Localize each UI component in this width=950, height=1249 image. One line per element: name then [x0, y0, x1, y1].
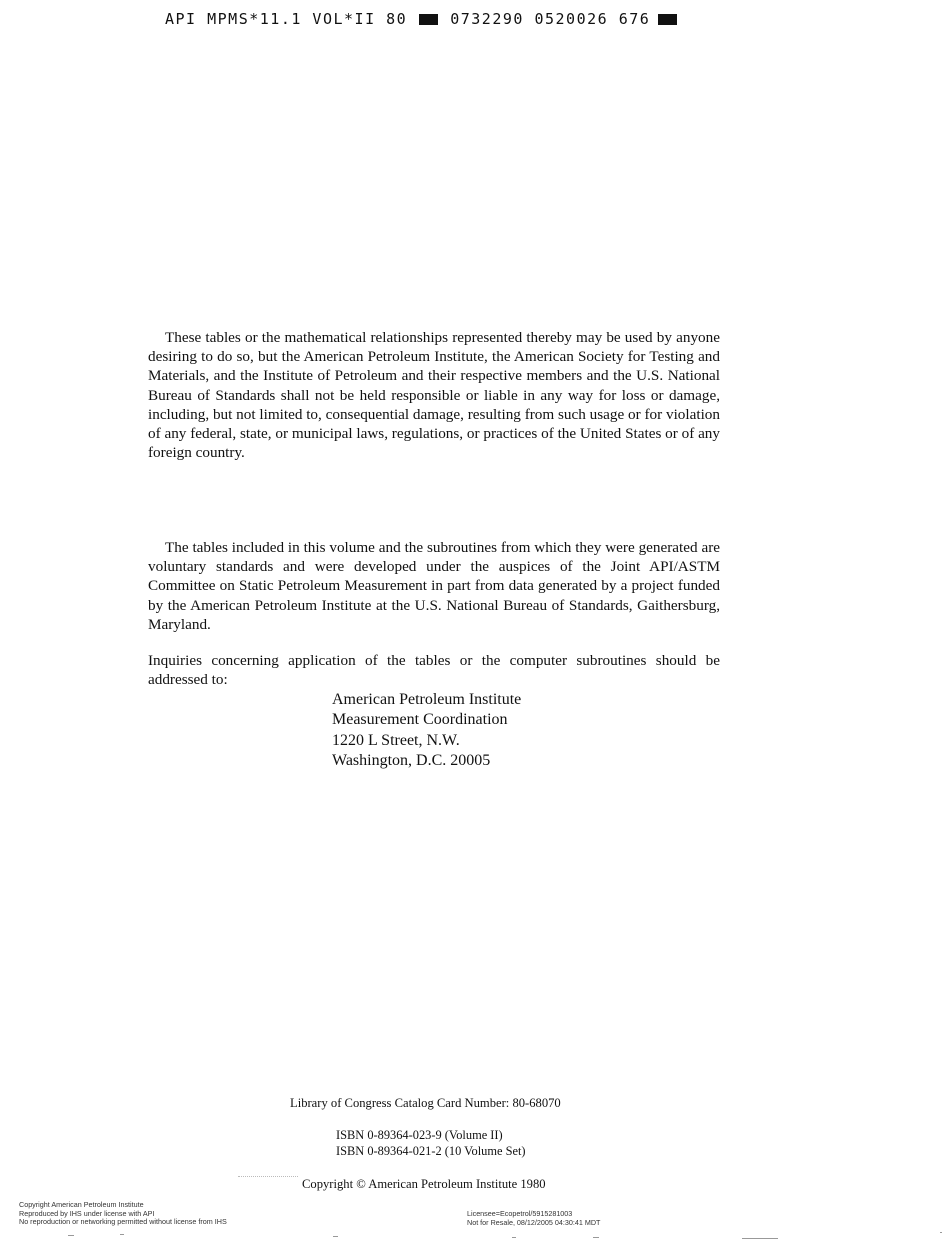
- scan-speck: [120, 1234, 124, 1235]
- footer-license-left: [19, 1201, 227, 1227]
- scan-dots: [238, 1176, 298, 1178]
- address-line-department: Measurement Coordination: [332, 711, 508, 729]
- footer-left-line-3: No reproduction or networking permitted without license from IHS: [19, 1217, 227, 1227]
- footer-right-line-2: Not for Resale, 08/12/2005 04:30:41 MDT: [467, 1217, 601, 1227]
- mailing-address: [332, 690, 521, 771]
- address-line-city: Washington, D.C. 20005: [332, 751, 491, 769]
- standards-paragraph: The tables included in this volume and the subroutines from which they were generated are voluntary standards and were developed under the auspices of the Joint API/ASTM Committee on Static Petroleum Measurement in part from data generated by a project funded by the American Petroleum Institute at the U.S. National Bureau of Standards, Gaithersburg, Maryland.: [148, 539, 720, 633]
- scan-speck: [512, 1237, 516, 1238]
- document-code-header: [165, 10, 677, 28]
- address-line-organization: American Petroleum Institute: [332, 691, 522, 708]
- code-part-2: 0732290 0520026 676: [450, 10, 651, 28]
- copyright-notice: Copyright © American Petroleum Institute 1980: [302, 1177, 546, 1191]
- address-line-street: 1220 L Street, N.W.: [332, 731, 460, 749]
- isbn-volume: ISBN 0-89364-023-9 (Volume II): [336, 1128, 503, 1142]
- scan-speck: [68, 1235, 74, 1236]
- inquiries-paragraph: Inquiries concerning application of the tables or the computer subroutines should be addressed to:: [148, 652, 720, 689]
- footer-left-line-1: Copyright American Petroleum Institute: [19, 1200, 144, 1209]
- isbn-set: ISBN 0-89364-021-2 (10 Volume Set): [336, 1144, 526, 1158]
- scan-speck: [940, 1232, 942, 1233]
- redaction-block-2: [658, 14, 677, 25]
- scan-speck: [333, 1236, 338, 1237]
- redaction-block-1: [419, 14, 438, 25]
- library-of-congress-number: Library of Congress Catalog Card Number: 80-68070: [290, 1096, 561, 1110]
- code-part-1: API MPMS*11.1 VOL*II 80: [165, 10, 408, 28]
- scan-speck: [593, 1237, 599, 1238]
- footer-right-line-1: Licensee=Ecopetrol/5915281003: [467, 1209, 573, 1218]
- scan-speck: [742, 1238, 778, 1239]
- footer-license-right: [467, 1210, 600, 1227]
- footer-left-line-2: Reproduced by IHS under license with API: [19, 1208, 155, 1218]
- disclaimer-paragraph: These tables or the mathematical relationships represented thereby may be used by anyone desiring to do so, but the American Petroleum Institute, the American Society for Testing and Materials, and the Institute of Petroleum and their respective members and the U.S. National Bureau of Standards shall not be held responsible or liable in any way for loss or damage, including, but not limited to, consequential damage, resulting from such usage or for violation of any federal, state, or municipal laws, regulations, or practices of the United States or of any foreign country.: [148, 329, 720, 462]
